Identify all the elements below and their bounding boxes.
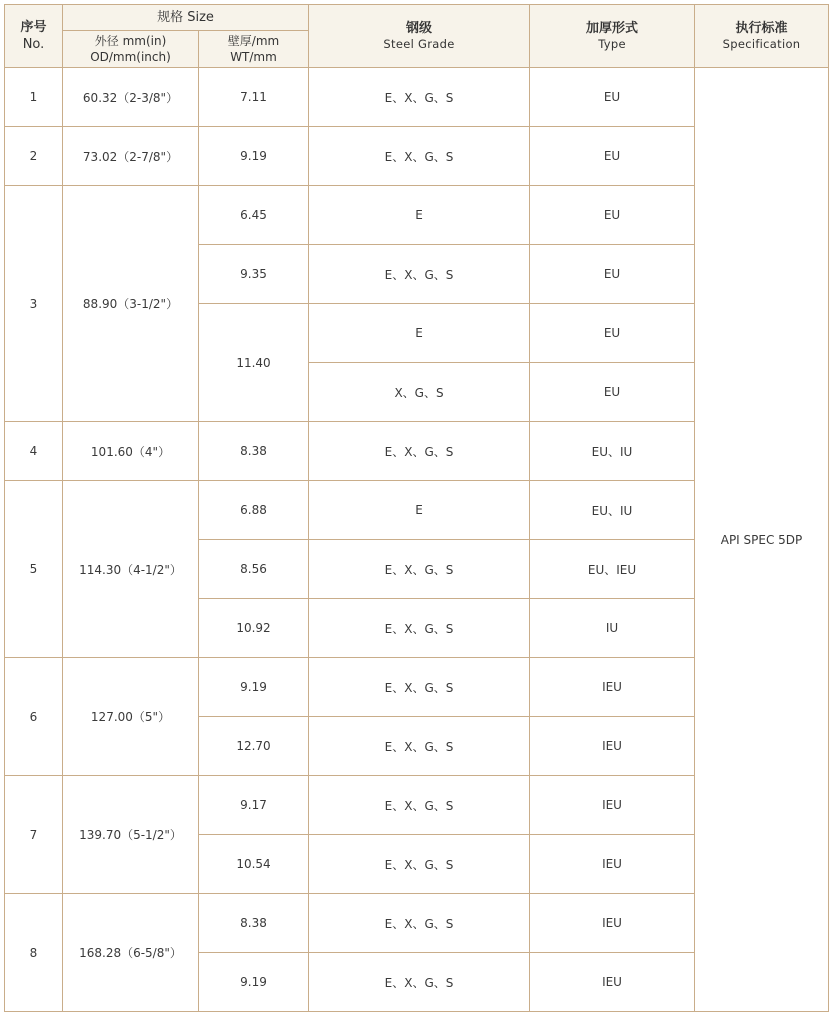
- drill-pipe-spec-table: [4, 4, 829, 1012]
- header-wt: [199, 31, 309, 68]
- cell-od: 168.28（6-5/8"）: [63, 894, 199, 1012]
- header-grade-en: Steel Grade: [383, 37, 455, 51]
- cell-type: EU、IEU: [530, 540, 695, 599]
- cell-type: IEU: [530, 894, 695, 953]
- table-row: [5, 68, 829, 127]
- cell-type: IEU: [530, 835, 695, 894]
- cell-type: EU: [530, 363, 695, 422]
- cell-grade: E、X、G、S: [309, 540, 530, 599]
- cell-grade: E: [309, 304, 530, 363]
- cell-no: 3: [5, 186, 63, 422]
- header-no-en: No.: [22, 37, 45, 52]
- cell-no: 5: [5, 481, 63, 658]
- cell-wt: 6.88: [199, 481, 309, 540]
- cell-od: 139.70（5-1/2"）: [63, 776, 199, 894]
- header-no-cn: 序号: [20, 20, 47, 35]
- header-od-en: OD/mm(inch): [90, 50, 171, 64]
- cell-grade: E、X、G、S: [309, 68, 530, 127]
- header-od: [63, 31, 199, 68]
- cell-od: 114.30（4-1/2"）: [63, 481, 199, 658]
- cell-type: IEU: [530, 658, 695, 717]
- cell-no: 8: [5, 894, 63, 1012]
- cell-type: IEU: [530, 953, 695, 1012]
- cell-wt: 9.19: [199, 953, 309, 1012]
- header-od-cn: 外径 mm(in): [94, 34, 167, 48]
- cell-grade: E、X、G、S: [309, 599, 530, 658]
- cell-wt: 10.54: [199, 835, 309, 894]
- cell-wt: 8.38: [199, 422, 309, 481]
- cell-type: EU: [530, 304, 695, 363]
- cell-wt: 9.19: [199, 127, 309, 186]
- cell-wt: 9.19: [199, 658, 309, 717]
- header-grade: [309, 5, 530, 68]
- spec-table-container: [4, 4, 829, 1012]
- cell-wt: 12.70: [199, 717, 309, 776]
- cell-type: IEU: [530, 717, 695, 776]
- cell-grade: E、X、G、S: [309, 717, 530, 776]
- cell-grade: E、X、G、S: [309, 894, 530, 953]
- cell-type: EU、IU: [530, 422, 695, 481]
- header-spec-en: Specification: [722, 37, 801, 51]
- cell-no: 6: [5, 658, 63, 776]
- cell-od: 127.00（5"）: [63, 658, 199, 776]
- cell-grade: E、X、G、S: [309, 776, 530, 835]
- header-size-title: 规格 Size: [157, 10, 214, 25]
- header-wt-cn: 壁厚/mm: [227, 34, 280, 48]
- cell-od: 101.60（4"）: [63, 422, 199, 481]
- cell-od: 60.32（2-3/8"）: [63, 68, 199, 127]
- cell-wt: 9.35: [199, 245, 309, 304]
- cell-grade: E、X、G、S: [309, 127, 530, 186]
- cell-wt: 6.45: [199, 186, 309, 245]
- cell-od: 73.02（2-7/8"）: [63, 127, 199, 186]
- cell-type: EU: [530, 68, 695, 127]
- cell-type: EU: [530, 245, 695, 304]
- cell-od: 88.90（3-1/2"）: [63, 186, 199, 422]
- cell-specification: API SPEC 5DP: [695, 68, 829, 1012]
- header-wt-en: WT/mm: [230, 50, 277, 64]
- header-spec-cn: 执行标准: [735, 21, 788, 36]
- header-spec: [695, 5, 829, 68]
- cell-grade: E、X、G、S: [309, 835, 530, 894]
- cell-grade: E: [309, 186, 530, 245]
- cell-grade: E、X、G、S: [309, 953, 530, 1012]
- cell-type: IEU: [530, 776, 695, 835]
- cell-wt: 10.92: [199, 599, 309, 658]
- cell-wt: 11.40: [199, 304, 309, 422]
- cell-grade: E、X、G、S: [309, 658, 530, 717]
- cell-wt: 7.11: [199, 68, 309, 127]
- cell-wt: 9.17: [199, 776, 309, 835]
- header-type: [530, 5, 695, 68]
- cell-grade: E: [309, 481, 530, 540]
- header-no: [5, 5, 63, 68]
- cell-no: 4: [5, 422, 63, 481]
- cell-type: EU、IU: [530, 481, 695, 540]
- header-type-en: Type: [598, 37, 626, 51]
- cell-no: 2: [5, 127, 63, 186]
- cell-no: 7: [5, 776, 63, 894]
- cell-grade: X、G、S: [309, 363, 530, 422]
- cell-no: 1: [5, 68, 63, 127]
- cell-wt: 8.38: [199, 894, 309, 953]
- cell-type: IU: [530, 599, 695, 658]
- cell-wt: 8.56: [199, 540, 309, 599]
- header-size: [63, 5, 309, 31]
- header-type-cn: 加厚形式: [586, 21, 639, 36]
- cell-type: EU: [530, 186, 695, 245]
- cell-grade: E、X、G、S: [309, 245, 530, 304]
- cell-grade: E、X、G、S: [309, 422, 530, 481]
- header-grade-cn: 钢级: [406, 21, 433, 36]
- cell-type: EU: [530, 127, 695, 186]
